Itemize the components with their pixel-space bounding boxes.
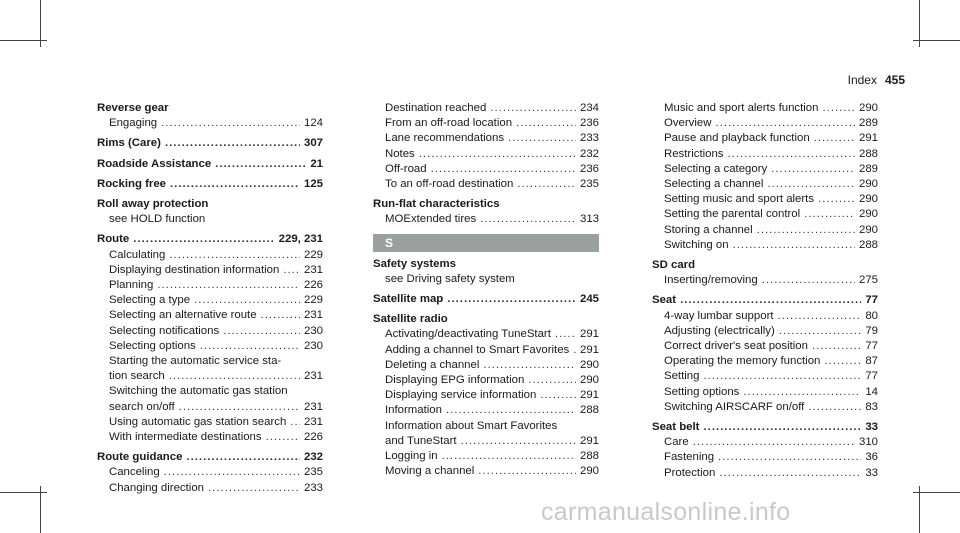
crop-mark (919, 486, 920, 533)
index-subentry (373, 177, 599, 192)
index-subentry (97, 248, 323, 263)
index-subentry (373, 373, 599, 388)
page-ref: 226 (303, 431, 323, 444)
dot-leader (818, 192, 855, 207)
page-ref: 125 (303, 177, 323, 190)
entry-text: Lane recommendations (385, 132, 505, 145)
entry-text: Storing a channel (664, 223, 753, 236)
entry-text: Switching the automatic gas station (109, 385, 288, 398)
dot-leader (179, 400, 300, 415)
index-subentry (652, 207, 878, 222)
page-ref: 80 (865, 309, 878, 322)
page-header (848, 73, 905, 87)
entry-text: Selecting a category (664, 162, 768, 175)
entry-text: Fastening (664, 451, 715, 464)
index-subentry (652, 339, 878, 354)
dot-leader (804, 207, 855, 222)
index-entry (373, 292, 599, 307)
entry-text: Run-flat characteristics (373, 198, 500, 211)
dot-leader (771, 162, 855, 177)
entry-text: Selecting notifications (109, 324, 220, 337)
entry-text: Displaying service information (385, 389, 537, 402)
page-ref: 229, 231 (278, 233, 323, 246)
dot-leader (555, 327, 576, 342)
entry-text: Overview (664, 117, 712, 130)
index-subentry (652, 450, 878, 465)
index-column-1 (97, 101, 323, 496)
page-ref: 230 (303, 339, 323, 352)
page-ref: 235 (303, 466, 323, 479)
index-subentry (97, 324, 323, 339)
dot-leader (573, 343, 576, 358)
index-subentry (652, 369, 878, 384)
page-ref: 231 (303, 263, 323, 276)
index-entry (652, 420, 878, 435)
index-subentry (652, 131, 878, 146)
index-entry (97, 450, 323, 465)
index-entry (97, 177, 323, 192)
crop-mark (40, 486, 41, 533)
index-subentry (373, 327, 599, 342)
dot-leader (283, 263, 300, 278)
entry-text: Music and sport alerts function (664, 102, 819, 114)
page-ref: 79 (865, 324, 878, 337)
entry-text: SD card (652, 259, 696, 272)
index-subentry (373, 419, 599, 434)
page-ref: 288 (858, 147, 878, 160)
entry-text: 4-way lumbar support (664, 309, 774, 322)
entry-text: Correct driver's seat position (664, 340, 808, 353)
entry-text: Route guidance (97, 451, 183, 464)
page-ref: 87 (865, 355, 878, 368)
dot-leader (762, 273, 855, 288)
entry-text: Destination reached (385, 102, 487, 114)
index-subentry (373, 388, 599, 403)
page-ref: 288 (579, 450, 599, 463)
page-ref: 230 (303, 324, 323, 337)
index-subentry (97, 293, 323, 308)
dot-leader (814, 131, 855, 146)
dot-leader (540, 388, 576, 403)
entry-text: Adjusting (electrically) (664, 324, 775, 337)
entry-text: Pause and playback function (664, 132, 810, 145)
page-ref: 231 (303, 309, 323, 322)
index-entry (373, 312, 599, 327)
dot-leader (447, 292, 576, 307)
dot-leader (680, 293, 861, 308)
entry-text: Activating/deactivating TuneStart (385, 328, 551, 341)
dot-leader (824, 354, 861, 369)
index-subentry (97, 430, 323, 445)
dot-leader (822, 101, 855, 116)
dot-leader (446, 403, 576, 418)
index-entry (97, 232, 323, 247)
index-entry (652, 293, 878, 308)
entry-text: Selecting a channel (664, 178, 764, 191)
page-ref: 290 (858, 193, 878, 206)
entry-text: Setting the parental control (664, 208, 801, 221)
entry-text: see HOLD function (109, 213, 206, 226)
entry-text: Satellite radio (373, 313, 448, 326)
entry-text: Adding a channel to Smart Favorites (385, 343, 570, 356)
entry-text: Route (97, 233, 130, 246)
dot-leader (290, 415, 300, 430)
dot-leader (703, 420, 861, 435)
entry-text: Engaging (109, 117, 158, 130)
page-ref: 229 (303, 248, 323, 261)
page-ref: 33 (865, 466, 878, 479)
crop-mark (0, 40, 47, 41)
entry-text: From an off-road location (385, 117, 513, 130)
dot-leader (779, 324, 862, 339)
dot-leader (808, 400, 861, 415)
dot-leader (223, 324, 300, 339)
page-ref: 310 (858, 436, 878, 449)
entry-text: see Driving safety system (385, 272, 515, 285)
dot-leader (170, 177, 300, 192)
index-subentry (652, 466, 878, 481)
dot-leader (480, 212, 576, 227)
dot-leader (516, 116, 576, 131)
dot-leader (161, 116, 300, 131)
index-subentry (373, 101, 599, 116)
page-ref: 33 (865, 421, 878, 434)
page-ref: 229 (303, 294, 323, 307)
entry-text: Roll away protection (97, 198, 209, 211)
entry-text: Roadside Assistance (97, 157, 212, 170)
index-subentry (652, 101, 878, 116)
dot-leader (186, 450, 300, 465)
entry-text: Safety systems (373, 257, 456, 270)
dot-leader (743, 385, 861, 400)
dot-leader (528, 373, 576, 388)
index-subentry (373, 212, 599, 227)
dot-leader (733, 238, 855, 253)
dot-leader (194, 293, 300, 308)
page-ref: 226 (303, 279, 323, 292)
index-subentry (373, 116, 599, 131)
index-subentry (652, 435, 878, 450)
page-ref: 36 (865, 451, 878, 464)
index-subentry (373, 343, 599, 358)
page-ref: 289 (858, 162, 878, 175)
entry-text: MOExtended tires (385, 213, 477, 226)
page-ref: 233 (303, 481, 323, 494)
page-ref: 232 (579, 147, 599, 160)
index-subentry (652, 400, 878, 415)
page-ref: 21 (310, 157, 323, 170)
dot-leader (478, 464, 576, 479)
dot-leader (431, 162, 576, 177)
dot-leader (261, 308, 300, 323)
page-ref: 288 (579, 404, 599, 417)
index-subentry (373, 272, 599, 287)
page-ref: 291 (579, 389, 599, 402)
index-entry (97, 157, 323, 172)
index-entry (97, 197, 323, 212)
page-ref: 290 (858, 102, 878, 114)
entry-text: Satellite map (373, 293, 444, 306)
dot-leader (169, 369, 300, 384)
page-ref: 77 (865, 294, 878, 307)
index-subentry (652, 385, 878, 400)
entry-text: and TuneStart (385, 434, 457, 447)
page-ref: 231 (303, 400, 323, 413)
page-ref: 291 (579, 328, 599, 341)
dot-leader (715, 116, 855, 131)
entry-text: search on/off (109, 400, 175, 413)
index-entry (97, 136, 323, 151)
dot-leader (164, 465, 300, 480)
entry-text: tion search (109, 370, 165, 383)
entry-text: Calculating (109, 248, 166, 261)
index-subentry (373, 147, 599, 162)
entry-text: Reverse gear (97, 102, 169, 114)
page-ref: 124 (303, 117, 323, 130)
page-ref: 14 (865, 385, 878, 398)
header-label: Index (847, 73, 877, 87)
dot-leader (508, 131, 576, 146)
page-ref: 290 (579, 465, 599, 478)
entry-text: Off-road (385, 162, 427, 175)
entry-text: Setting (664, 370, 700, 383)
page-ref: 231 (303, 415, 323, 428)
index-subentry (373, 403, 599, 418)
dot-leader (757, 223, 855, 238)
index-subentry (97, 415, 323, 430)
index-subentry (97, 116, 323, 131)
dot-leader (517, 177, 576, 192)
dot-leader (778, 309, 862, 324)
dot-leader (767, 177, 855, 192)
index-subentry (97, 263, 323, 278)
page-ref: 291 (579, 434, 599, 447)
index-subentry (652, 273, 878, 288)
index-column-3 (652, 101, 878, 481)
page-ref: 291 (858, 132, 878, 145)
page-ref: 232 (303, 451, 323, 464)
index-entry (97, 101, 323, 116)
entry-text: Deleting a channel (385, 358, 480, 371)
entry-text: Rims (Care) (97, 137, 161, 150)
page-ref: 236 (579, 117, 599, 130)
index-entry (373, 257, 599, 272)
entry-text: Notes (385, 147, 415, 160)
index-subentry (97, 278, 323, 293)
dot-leader (200, 339, 300, 354)
entry-text: Displaying EPG information (385, 374, 525, 387)
page-number: 455 (884, 73, 905, 87)
dot-leader (490, 101, 576, 116)
index-subentry (97, 400, 323, 415)
dot-leader (693, 435, 855, 450)
dot-leader (812, 339, 861, 354)
dot-leader (169, 248, 300, 263)
page-ref: 290 (858, 178, 878, 191)
entry-text: Logging in (385, 450, 438, 463)
index-subentry (652, 116, 878, 131)
dot-leader (133, 232, 274, 247)
page-ref: 77 (865, 340, 878, 353)
page-ref: 290 (858, 208, 878, 221)
entry-text: With intermediate destinations (109, 431, 262, 444)
entry-text: Selecting options (109, 339, 196, 352)
page-ref: 307 (303, 137, 323, 150)
page-ref: 77 (865, 370, 878, 383)
index-entry (373, 197, 599, 212)
index-column-2 (373, 101, 599, 479)
dot-leader (266, 430, 300, 445)
page-ref: 288 (858, 238, 878, 251)
dot-leader (728, 147, 855, 162)
page-ref: 290 (579, 358, 599, 371)
dot-leader (419, 147, 576, 162)
index-subentry (373, 358, 599, 373)
entry-text: Setting options (664, 385, 740, 398)
index-subentry (97, 354, 323, 369)
page-ref: 290 (858, 223, 878, 236)
crop-mark (0, 492, 47, 493)
index-subentry (373, 464, 599, 479)
index-subentry (97, 308, 323, 323)
entry-text: To an off-road destination (385, 178, 514, 191)
page-ref: 234 (579, 102, 599, 114)
entry-text: Rocking free (97, 177, 166, 190)
index-subentry (652, 147, 878, 162)
section-letter-heading: S (373, 234, 599, 252)
entry-text: Information (385, 404, 442, 417)
entry-text: Moving a channel (385, 465, 475, 478)
page-ref: 231 (303, 370, 323, 383)
entry-text: Using automatic gas station search (109, 415, 287, 428)
entry-text: Restrictions (664, 147, 724, 160)
index-subentry (97, 212, 323, 227)
dot-leader (165, 136, 300, 151)
page-ref: 245 (579, 293, 599, 306)
index-subentry (652, 177, 878, 192)
index-subentry (97, 384, 323, 399)
entry-text: Selecting a type (109, 294, 191, 307)
crop-mark (913, 492, 960, 493)
entry-text: Setting music and sport alerts (664, 193, 815, 206)
dot-leader (718, 450, 861, 465)
dot-leader (215, 157, 306, 172)
entry-text: Seat belt (652, 421, 700, 434)
entry-text: Care (664, 436, 689, 449)
index-subentry (652, 162, 878, 177)
index-subentry (652, 192, 878, 207)
index-subentry (652, 238, 878, 253)
index-subentry (373, 449, 599, 464)
dot-leader (719, 466, 861, 481)
page-ref: 233 (579, 132, 599, 145)
entry-text: Planning (109, 279, 154, 292)
entry-text: Seat (652, 294, 677, 307)
dot-leader (483, 358, 576, 373)
page-ref: 291 (579, 343, 599, 356)
page-ref: 290 (579, 374, 599, 387)
index-subentry (97, 481, 323, 496)
watermark: carmanualsonline.info (541, 498, 791, 526)
entry-text: Inserting/removing (664, 274, 758, 287)
page-ref: 83 (865, 400, 878, 413)
entry-text: Displaying destination information (109, 263, 280, 276)
entry-text: Canceling (109, 466, 160, 479)
index-subentry (97, 465, 323, 480)
entry-text: Protection (664, 466, 716, 479)
entry-text: Starting the automatic service sta- (109, 355, 282, 368)
dot-leader (157, 278, 300, 293)
entry-text: Operating the memory function (664, 355, 821, 368)
index-subentry (373, 162, 599, 177)
dot-leader (208, 481, 300, 496)
dot-leader (703, 369, 861, 384)
page-ref: 313 (579, 213, 599, 226)
entry-text: Switching on (664, 238, 729, 251)
page-ref: 236 (579, 162, 599, 175)
index-entry (652, 258, 878, 273)
index-subentry (652, 223, 878, 238)
crop-mark (913, 40, 960, 41)
entry-text: Selecting an alternative route (109, 309, 257, 322)
index-subentry (652, 309, 878, 324)
dot-leader (461, 434, 576, 449)
page-ref: 275 (858, 274, 878, 287)
index-subentry (373, 131, 599, 146)
entry-text: Information about Smart Favorites (385, 419, 558, 432)
index-subentry (373, 434, 599, 449)
page-ref: 235 (579, 178, 599, 191)
index-subentry (97, 339, 323, 354)
entry-text: Switching AIRSCARF on/off (664, 400, 805, 413)
page-ref: 289 (858, 117, 878, 130)
entry-text: Changing direction (109, 481, 204, 494)
dot-leader (442, 449, 576, 464)
index-subentry (97, 369, 323, 384)
index-subentry (652, 354, 878, 369)
index-subentry (652, 324, 878, 339)
